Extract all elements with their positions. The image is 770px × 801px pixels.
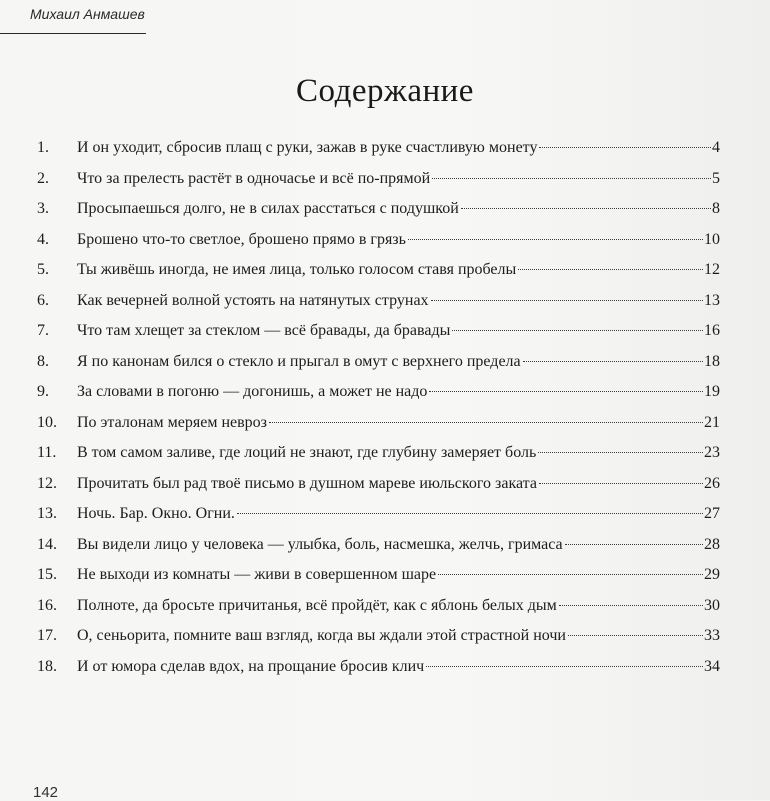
toc-entry (37, 438, 720, 469)
toc-entry (37, 286, 720, 317)
toc-entry-number: 15. (37, 566, 57, 583)
toc-entry-page: 23 (704, 444, 720, 461)
table-of-contents (37, 133, 720, 682)
toc-entry-title: О, сеньорита, помните ваш взгляд, когда вы ждали этой страстной ночи (77, 627, 566, 644)
dot-leader (438, 574, 703, 575)
dot-leader (237, 513, 703, 514)
toc-entry-title: Брошено что-то светлое, брошено прямо в грязь (77, 230, 406, 248)
toc-entry-page: 13 (704, 291, 720, 309)
toc-entry-number: 16. (37, 596, 57, 614)
dot-leader (461, 208, 711, 209)
toc-entry-title: Я по канонам бился о стекло и прыгал в омут с верхнего предела (77, 352, 521, 370)
dot-leader (539, 147, 711, 148)
toc-entry (37, 652, 720, 683)
toc-entry-number: 1. (37, 139, 49, 156)
dot-leader (429, 391, 703, 392)
page-title: Содержание (296, 73, 474, 109)
toc-entry-number: 14. (37, 535, 57, 553)
toc-entry (37, 194, 720, 225)
toc-entry-page: 27 (704, 505, 720, 522)
toc-entry (37, 133, 720, 164)
author-name: Михаил Анмашев (30, 6, 145, 22)
toc-entry-page: 8 (712, 200, 720, 217)
toc-entry-title: И от юмора сделав вдох, на прощание бросив клич (77, 657, 425, 675)
toc-entry (37, 591, 720, 622)
toc-entry-number: 7. (37, 322, 49, 339)
toc-entry-number: 4. (37, 230, 49, 248)
toc-entry-title: Прочитать был рад твоё письмо в душном мареве июльского заката (77, 474, 537, 492)
dot-leader (431, 300, 703, 301)
dot-leader (523, 361, 703, 362)
toc-entry-page: 21 (704, 413, 720, 431)
toc-entry-number: 5. (37, 261, 49, 278)
toc-entry-number: 18. (37, 657, 57, 675)
toc-entry-page: 16 (704, 322, 720, 339)
toc-entry-page: 30 (704, 596, 720, 614)
toc-entry-title: По эталонам меряем невроз (77, 413, 267, 431)
toc-entry-number: 6. (37, 291, 49, 309)
dot-leader (565, 544, 703, 545)
toc-entry-number: 10. (37, 413, 57, 431)
dot-leader (269, 422, 703, 423)
dot-leader (568, 635, 703, 636)
toc-entry (37, 377, 720, 408)
toc-entry-page: 28 (704, 535, 720, 553)
dot-leader (539, 483, 703, 484)
toc-entry-page: 33 (704, 627, 720, 644)
toc-entry-title: Полноте, да бросьте причитанья, всё пройдёт, как с яблонь белых дым (77, 596, 557, 614)
toc-entry (37, 560, 720, 591)
toc-entry-title: И он уходит, сбросив плащ с руки, зажав в руке счастливую монету (77, 139, 538, 156)
toc-entry-title: Что за прелесть растёт в одночасье и всё по-прямой (77, 169, 431, 187)
toc-entry (37, 469, 720, 500)
toc-entry-number: 17. (37, 627, 57, 644)
toc-entry-title: За словами в погоню — догонишь, а может не надо (77, 383, 428, 400)
dot-leader (538, 452, 703, 453)
toc-entry-number: 11. (37, 444, 57, 461)
toc-entry (37, 347, 720, 378)
toc-entry-page: 18 (704, 352, 720, 370)
toc-entry (37, 225, 720, 256)
toc-entry (37, 408, 720, 439)
dot-leader (452, 330, 703, 331)
toc-entry-title: Просыпаешься долго, не в силах расстаться с подушкой (77, 200, 459, 217)
toc-entry-title: Вы видели лицо у человека — улыбка, боль, насмешка, желчь, гримаса (77, 535, 563, 553)
toc-entry-page: 34 (704, 657, 720, 675)
dot-leader (432, 178, 711, 179)
toc-entry (37, 499, 720, 530)
toc-entry-page: 4 (712, 139, 720, 156)
toc-entry-number: 8. (37, 352, 49, 370)
toc-entry (37, 255, 720, 286)
dot-leader (426, 666, 703, 667)
toc-entry-title: Ты живёшь иногда, не имея лица, только голосом ставя пробелы (77, 261, 517, 278)
toc-entry-title: В том самом заливе, где лоций не знают, где глубину замеряет боль (77, 444, 537, 461)
toc-entry-title: Не выходи из комнаты — живи в совершенном шаре (77, 566, 437, 583)
toc-entry (37, 530, 720, 561)
dot-leader (518, 269, 703, 270)
toc-entry-title: Что там хлещет за стеклом — всё бравады, да бравады (77, 322, 451, 339)
toc-entry-page: 26 (704, 474, 720, 492)
toc-entry-number: 2. (37, 169, 49, 187)
dot-leader (559, 605, 703, 606)
toc-entry-title: Как вечерней волной устоять на натянутых струнах (77, 291, 429, 309)
toc-entry-title: Ночь. Бар. Окно. Огни. (77, 505, 235, 522)
toc-entry (37, 316, 720, 347)
toc-entry (37, 164, 720, 195)
toc-entry-page: 10 (704, 230, 720, 248)
toc-entry-number: 9. (37, 383, 49, 400)
toc-entry-number: 12. (37, 474, 57, 492)
running-head (0, 0, 146, 34)
toc-entry (37, 621, 720, 652)
toc-entry-page: 5 (712, 169, 720, 187)
page-number: 142 (33, 784, 59, 801)
toc-entry-page: 19 (704, 383, 720, 400)
toc-entry-page: 29 (704, 566, 720, 583)
dot-leader (408, 239, 703, 240)
toc-entry-page: 12 (704, 261, 720, 278)
toc-entry-number: 3. (37, 200, 49, 217)
toc-entry-number: 13. (37, 505, 57, 522)
